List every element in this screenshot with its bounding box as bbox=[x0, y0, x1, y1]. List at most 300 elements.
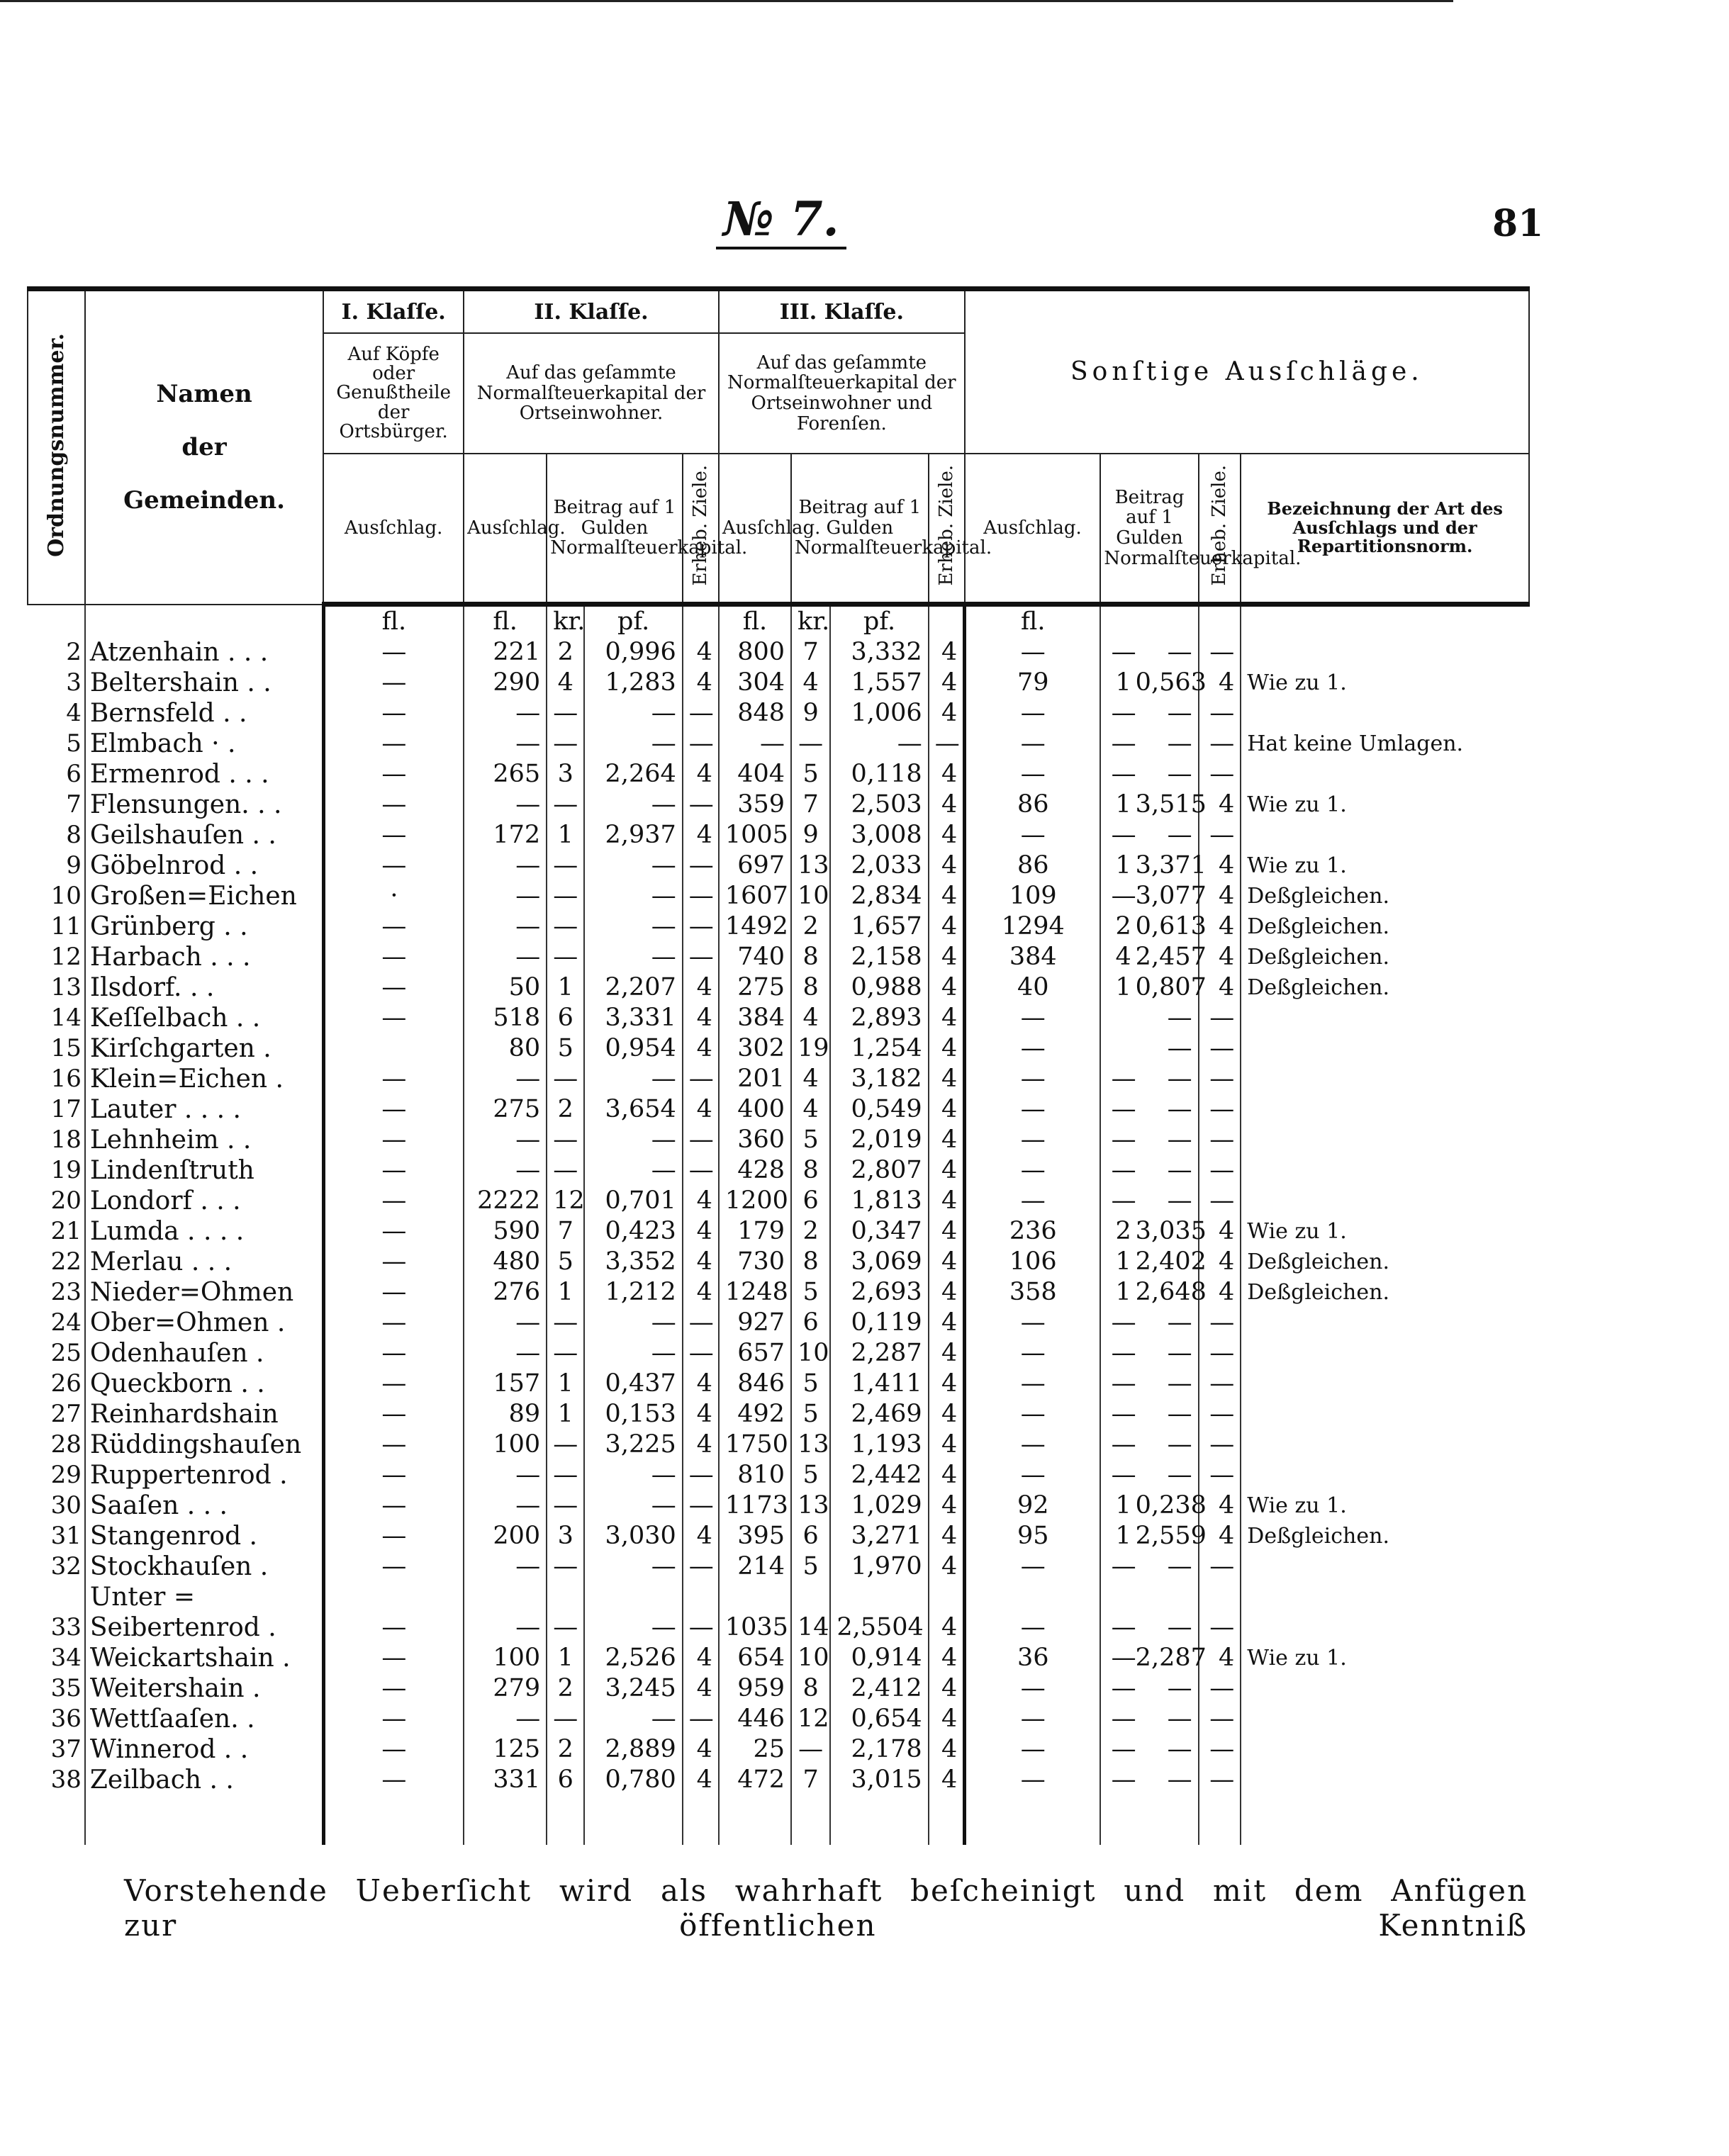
cell-note bbox=[1241, 1734, 1529, 1765]
cell-k1: — bbox=[323, 1551, 464, 1582]
cell-k2_pf: 0,701 bbox=[584, 1186, 682, 1216]
cell-k3_fl: 25 bbox=[719, 1734, 791, 1765]
cell-k3_fl: 740 bbox=[719, 942, 791, 972]
cell-k2_kr: 1 bbox=[547, 1643, 584, 1673]
header-k2-ausschlag: Ausſchlag. bbox=[464, 454, 547, 605]
cell-name: Flensungen. . . bbox=[85, 790, 323, 820]
cell-nr: 8 bbox=[28, 820, 85, 850]
cell-s_z: 4 bbox=[1199, 1490, 1241, 1521]
cell-k2_kr: — bbox=[547, 942, 584, 972]
cell-k2_pf: 2,526 bbox=[584, 1643, 682, 1673]
cell-s_kr: — bbox=[1111, 821, 1136, 849]
cell-k3_fl: 1607 bbox=[719, 881, 791, 911]
header-names-l1: Namen bbox=[156, 380, 252, 409]
cell-note: Deßgleichen. bbox=[1241, 1247, 1529, 1277]
cell-s_pf: — bbox=[1167, 1430, 1192, 1459]
cell-k3_fl: 492 bbox=[719, 1399, 791, 1430]
cell-s_kr_pf bbox=[1100, 1734, 1198, 1765]
cell-nr: 29 bbox=[28, 1460, 85, 1490]
cell-k3_fl: 1005 bbox=[719, 820, 791, 850]
cell-k2_z: — bbox=[683, 1460, 719, 1490]
cell-k2_fl: — bbox=[464, 1582, 547, 1643]
cell-k3_pf: 3,182 bbox=[830, 1064, 928, 1094]
cell-k2_pf: — bbox=[584, 1460, 682, 1490]
cell-k3_kr: 7 bbox=[791, 790, 830, 820]
cell-s_kr_pf bbox=[1100, 1551, 1198, 1582]
table-row bbox=[28, 637, 1529, 668]
cell-note bbox=[1241, 1369, 1529, 1399]
cell-s_pf: — bbox=[1167, 1339, 1192, 1367]
cell-k2_kr: 12 bbox=[547, 1186, 584, 1216]
cell-s_kr_pf bbox=[1100, 1064, 1198, 1094]
cell-k3_z: — bbox=[929, 729, 965, 759]
cell-k2_z: 4 bbox=[683, 1216, 719, 1247]
cell-k3_pf: 0,988 bbox=[830, 972, 928, 1003]
cell-k3_z: 4 bbox=[929, 1186, 965, 1216]
cell-s_pf: — bbox=[1167, 1065, 1192, 1093]
cell-s_kr: — bbox=[1111, 1308, 1136, 1337]
cell-k3_fl: 359 bbox=[719, 790, 791, 820]
cell-note bbox=[1241, 1765, 1529, 1795]
cell-k1: — bbox=[323, 759, 464, 790]
cell-s_pf: 2,457 bbox=[1135, 943, 1207, 971]
cell-k3_kr: 6 bbox=[791, 1521, 830, 1551]
cell-s_pf: — bbox=[1167, 1705, 1192, 1733]
cell-k3_kr: 5 bbox=[791, 1399, 830, 1430]
table-row bbox=[28, 790, 1529, 820]
cell-k1: — bbox=[323, 668, 464, 698]
cell-s_kr_pf bbox=[1100, 1003, 1198, 1033]
unit-pf: pf. bbox=[584, 605, 682, 638]
cell-k3_fl: 927 bbox=[719, 1308, 791, 1338]
table-row bbox=[28, 668, 1529, 698]
cell-k2_kr: — bbox=[547, 698, 584, 729]
cell-k3_kr: 2 bbox=[791, 911, 830, 942]
cell-s_kr_pf bbox=[1100, 1490, 1207, 1521]
header-s-ausschlag: Ausſchlag. bbox=[965, 454, 1101, 605]
cell-note bbox=[1241, 1125, 1529, 1155]
cell-k2_z: 4 bbox=[683, 1521, 719, 1551]
cell-nr: 25 bbox=[28, 1338, 85, 1369]
table-row bbox=[28, 729, 1529, 759]
cell-k2_kr: 6 bbox=[547, 1003, 584, 1033]
cell-k3_pf: 2,442 bbox=[830, 1460, 928, 1490]
cell-note bbox=[1241, 1704, 1529, 1734]
cell-name: Lumda . . . . bbox=[85, 1216, 323, 1247]
cell-s_kr_pf bbox=[1100, 881, 1207, 911]
cell-k2_pf: — bbox=[584, 911, 682, 942]
cell-k2_fl: — bbox=[464, 1155, 547, 1186]
cell-s_pf: 3,077 bbox=[1135, 882, 1207, 910]
cell-k1: — bbox=[323, 1673, 464, 1704]
cell-s_z: — bbox=[1199, 1460, 1241, 1490]
cell-k2_kr: 6 bbox=[547, 1765, 584, 1795]
cell-k1: — bbox=[323, 1765, 464, 1795]
cell-note bbox=[1241, 1460, 1529, 1490]
cell-nr: 10 bbox=[28, 881, 85, 911]
cell-nr: 38 bbox=[28, 1765, 85, 1795]
cell-k2_kr: 2 bbox=[547, 1734, 584, 1765]
cell-note bbox=[1241, 1033, 1529, 1064]
cell-k2_fl: 265 bbox=[464, 759, 547, 790]
cell-name: Ruppertenrod . bbox=[85, 1460, 323, 1490]
cell-k2_pf: 1,212 bbox=[584, 1277, 682, 1308]
cell-s_z: — bbox=[1199, 1155, 1241, 1186]
cell-k3_z: 4 bbox=[929, 1521, 965, 1551]
cell-s_fl: — bbox=[965, 820, 1101, 850]
cell-k2_fl: 279 bbox=[464, 1673, 547, 1704]
cell-k3_pf: 1,193 bbox=[830, 1430, 928, 1460]
cell-s_pf: — bbox=[1167, 1156, 1192, 1184]
cell-k2_kr: — bbox=[547, 850, 584, 881]
table-row bbox=[28, 1521, 1529, 1551]
cell-name: Lindenſtruth bbox=[85, 1155, 323, 1186]
cell-k3_fl: 846 bbox=[719, 1369, 791, 1399]
cell-k1: — bbox=[323, 911, 464, 942]
cell-s_kr_pf bbox=[1100, 1643, 1207, 1673]
cell-k2_z: — bbox=[683, 1125, 719, 1155]
cell-k3_pf: 3,069 bbox=[830, 1247, 928, 1277]
cell-k1: — bbox=[323, 1369, 464, 1399]
cell-k3_kr: 8 bbox=[791, 942, 830, 972]
cell-s_z: — bbox=[1199, 637, 1241, 668]
cell-k2_z: — bbox=[683, 1582, 719, 1643]
cell-k2_z: 4 bbox=[683, 972, 719, 1003]
cell-k2_fl: 100 bbox=[464, 1430, 547, 1460]
cell-k1: — bbox=[323, 1277, 464, 1308]
cell-nr: 28 bbox=[28, 1430, 85, 1460]
cell-note bbox=[1241, 637, 1529, 668]
cell-s_kr: — bbox=[1111, 1156, 1136, 1184]
cell-s_kr: 2 bbox=[1115, 912, 1131, 941]
cell-k3_z: 4 bbox=[929, 1582, 965, 1643]
cell-k3_kr: 6 bbox=[791, 1308, 830, 1338]
cell-s_z: — bbox=[1199, 1064, 1241, 1094]
cell-k3_kr: 5 bbox=[791, 759, 830, 790]
cell-note bbox=[1241, 1155, 1529, 1186]
cell-k1: — bbox=[323, 1003, 464, 1033]
cell-nr: 36 bbox=[28, 1704, 85, 1734]
cell-k3_pf: 1,657 bbox=[830, 911, 928, 942]
cell-s_kr_pf bbox=[1100, 1399, 1198, 1430]
cell-k2_z: 4 bbox=[683, 1186, 719, 1216]
cell-k1: — bbox=[323, 820, 464, 850]
table-row bbox=[28, 942, 1529, 972]
cell-name: Winnerod . . bbox=[85, 1734, 323, 1765]
cell-s_kr_pf bbox=[1100, 1582, 1198, 1643]
cell-s_z: 4 bbox=[1199, 1247, 1241, 1277]
cell-k2_kr: — bbox=[547, 729, 584, 759]
cell-k1: — bbox=[323, 637, 464, 668]
cell-k2_z: 4 bbox=[683, 1003, 719, 1033]
cell-s_pf: — bbox=[1167, 1095, 1192, 1123]
header-k3-ausschlag: Ausſchlag. bbox=[719, 454, 791, 605]
table-row bbox=[28, 1003, 1529, 1033]
cell-nr: 4 bbox=[28, 698, 85, 729]
cell-k3_z: 4 bbox=[929, 911, 965, 942]
cell-k2_pf: — bbox=[584, 1338, 682, 1369]
cell-k2_fl: 89 bbox=[464, 1399, 547, 1430]
cell-k3_kr: 4 bbox=[791, 1094, 830, 1125]
cell-s_fl: — bbox=[965, 1734, 1101, 1765]
cell-s_pf: 0,613 bbox=[1135, 912, 1207, 941]
cell-k3_pf: 1,006 bbox=[830, 698, 928, 729]
cell-s_kr_pf bbox=[1100, 820, 1198, 850]
cell-k3_kr: — bbox=[791, 729, 830, 759]
cell-s_kr_pf bbox=[1100, 911, 1207, 942]
cell-s_fl: 236 bbox=[965, 1216, 1101, 1247]
cell-k3_pf: 2,158 bbox=[830, 942, 928, 972]
cell-k2_pf: — bbox=[584, 1155, 682, 1186]
cell-k2_pf: 3,245 bbox=[584, 1673, 682, 1704]
cell-s_z: — bbox=[1199, 1704, 1241, 1734]
cell-k3_fl: 800 bbox=[719, 637, 791, 668]
cell-k2_fl: — bbox=[464, 790, 547, 820]
cell-k3_pf: 2,469 bbox=[830, 1399, 928, 1430]
cell-s_kr: 1 bbox=[1115, 668, 1131, 697]
cell-k3_pf: 3,332 bbox=[830, 637, 928, 668]
cell-s_kr: 1 bbox=[1115, 790, 1131, 819]
cell-k3_kr: 10 bbox=[791, 881, 830, 911]
cell-k1: — bbox=[323, 1430, 464, 1460]
cell-s_fl: 109 bbox=[965, 881, 1101, 911]
table-wrap bbox=[27, 286, 1537, 1845]
unit-fl: fl. bbox=[323, 605, 464, 638]
cell-k2_fl: 50 bbox=[464, 972, 547, 1003]
cell-k3_pf: 1,254 bbox=[830, 1033, 928, 1064]
cell-s_pf: — bbox=[1167, 1369, 1192, 1398]
cell-note bbox=[1241, 1308, 1529, 1338]
cell-k2_pf: — bbox=[584, 1551, 682, 1582]
cell-k2_z: — bbox=[683, 1704, 719, 1734]
cell-k3_pf: 0,119 bbox=[830, 1308, 928, 1338]
cell-k2_z: 4 bbox=[683, 1033, 719, 1064]
cell-k2_fl: — bbox=[464, 1490, 547, 1521]
cell-k2_fl: — bbox=[464, 1551, 547, 1582]
cell-k2_kr: — bbox=[547, 790, 584, 820]
cell-note: Hat keine Umlagen. bbox=[1241, 729, 1529, 759]
table-row bbox=[28, 881, 1529, 911]
cell-k1: — bbox=[323, 698, 464, 729]
cell-k1 bbox=[323, 1033, 464, 1064]
cell-s_fl: — bbox=[965, 1338, 1101, 1369]
cell-k2_pf: — bbox=[584, 1704, 682, 1734]
cell-s_z: 4 bbox=[1199, 942, 1241, 972]
cell-k3_pf: 2,893 bbox=[830, 1003, 928, 1033]
cell-s_z: — bbox=[1199, 1673, 1241, 1704]
cell-k3_fl: 360 bbox=[719, 1125, 791, 1155]
cell-k3_z: 4 bbox=[929, 1155, 965, 1186]
header-s-beitrag: Beitrag auf 1 Gulden Normalſteuerkapital. bbox=[1100, 454, 1198, 605]
cell-k3_kr: 2 bbox=[791, 1216, 830, 1247]
cell-k2_fl: 331 bbox=[464, 1765, 547, 1795]
cell-name: Merlau . . . bbox=[85, 1247, 323, 1277]
cell-s_fl: — bbox=[965, 1003, 1101, 1033]
cell-k1: — bbox=[323, 1734, 464, 1765]
cell-s_pf: — bbox=[1167, 760, 1192, 788]
cell-k2_kr: — bbox=[547, 1125, 584, 1155]
cell-k3_z: 4 bbox=[929, 1673, 965, 1704]
cell-k3_pf: 3,015 bbox=[830, 1765, 928, 1795]
cell-s_kr_pf bbox=[1100, 759, 1198, 790]
cell-k3_pf: 2,5504 bbox=[830, 1582, 928, 1643]
cell-k3_fl: 384 bbox=[719, 1003, 791, 1033]
cell-s_fl: — bbox=[965, 729, 1101, 759]
cell-k2_fl: — bbox=[464, 729, 547, 759]
cell-s_kr_pf bbox=[1100, 1247, 1207, 1277]
cell-note bbox=[1241, 1186, 1529, 1216]
cell-nr: 23 bbox=[28, 1277, 85, 1308]
cell-s_pf: 2,648 bbox=[1135, 1278, 1207, 1306]
cell-k1: · bbox=[323, 881, 464, 911]
cell-s_kr_pf bbox=[1100, 1094, 1198, 1125]
cell-k2_fl: — bbox=[464, 1338, 547, 1369]
cell-s_z: — bbox=[1199, 759, 1241, 790]
cell-s_pf: — bbox=[1167, 1552, 1192, 1580]
header-klasse-1: I. Klaſſe. bbox=[323, 289, 464, 334]
cell-k2_pf: — bbox=[584, 729, 682, 759]
cell-s_z: — bbox=[1199, 1003, 1241, 1033]
cell-k2_z: — bbox=[683, 1064, 719, 1094]
cell-nr: 31 bbox=[28, 1521, 85, 1551]
cell-k3_z: 4 bbox=[929, 1338, 965, 1369]
cell-s_z: 4 bbox=[1199, 850, 1241, 881]
cell-s_z: 4 bbox=[1199, 1216, 1241, 1247]
cell-k3_kr: 5 bbox=[791, 1551, 830, 1582]
cell-k2_fl: 480 bbox=[464, 1247, 547, 1277]
cell-k2_kr: 1 bbox=[547, 1399, 584, 1430]
cell-k3_kr: 5 bbox=[791, 1460, 830, 1490]
cell-s_pf: — bbox=[1167, 729, 1192, 758]
cell-k2_pf: 0,437 bbox=[584, 1369, 682, 1399]
cell-s_kr_pf bbox=[1100, 729, 1198, 759]
cell-k2_kr: 7 bbox=[547, 1216, 584, 1247]
cell-k2_kr: 5 bbox=[547, 1033, 584, 1064]
cell-k2_kr: 2 bbox=[547, 637, 584, 668]
cell-note: Wie zu 1. bbox=[1241, 1490, 1529, 1521]
cell-s_kr: — bbox=[1111, 882, 1136, 910]
cell-s_fl: — bbox=[965, 1155, 1101, 1186]
table-row bbox=[28, 1125, 1529, 1155]
cell-k3_fl: 1173 bbox=[719, 1490, 791, 1521]
cell-s_kr: — bbox=[1111, 1735, 1136, 1763]
cell-s_pf: — bbox=[1167, 1674, 1192, 1702]
cell-k2_kr: 3 bbox=[547, 1521, 584, 1551]
cell-k2_kr: — bbox=[547, 1430, 584, 1460]
cell-k2_fl: — bbox=[464, 942, 547, 972]
table-row bbox=[28, 1765, 1529, 1795]
cell-s_z: — bbox=[1199, 1033, 1241, 1064]
cell-k3_fl: 848 bbox=[719, 698, 791, 729]
cell-k1: — bbox=[323, 1125, 464, 1155]
header-sonstige: Sonſtige Ausſchläge. bbox=[965, 289, 1529, 454]
cell-note bbox=[1241, 1399, 1529, 1430]
cell-k2_kr: — bbox=[547, 911, 584, 942]
cell-s_fl: — bbox=[965, 759, 1101, 790]
cell-s_kr: — bbox=[1111, 1125, 1136, 1154]
cell-name: Göbelnrod . . bbox=[85, 850, 323, 881]
table-row bbox=[28, 1094, 1529, 1125]
cell-k3_fl: 428 bbox=[719, 1155, 791, 1186]
cell-k2_z: 4 bbox=[683, 637, 719, 668]
cell-k3_pf: 3,008 bbox=[830, 820, 928, 850]
cell-note: Wie zu 1. bbox=[1241, 1216, 1529, 1247]
cell-k2_pf: 0,423 bbox=[584, 1216, 682, 1247]
cell-s_kr_pf bbox=[1100, 1277, 1207, 1308]
top-rule bbox=[0, 0, 1453, 2]
cell-k2_pf: — bbox=[584, 790, 682, 820]
cell-k2_kr: 4 bbox=[547, 668, 584, 698]
cell-s_pf: — bbox=[1167, 1308, 1192, 1337]
cell-k2_z: 4 bbox=[683, 759, 719, 790]
cell-s_fl: — bbox=[965, 637, 1101, 668]
cell-k3_pf: 1,029 bbox=[830, 1490, 928, 1521]
cell-k3_fl: 657 bbox=[719, 1338, 791, 1369]
cell-s_z: — bbox=[1199, 1734, 1241, 1765]
cell-name: Ermenrod . . . bbox=[85, 759, 323, 790]
cell-s_kr: — bbox=[1111, 1705, 1136, 1733]
cell-name: Grünberg . . bbox=[85, 911, 323, 942]
cell-nr: 33 bbox=[28, 1582, 85, 1643]
cell-s_fl: — bbox=[965, 1308, 1101, 1338]
cell-name: Ober=Ohmen . bbox=[85, 1308, 323, 1338]
header-klasse-3-desc: Auf das geſammte Normalſteuerkapital der Ortseinwohner und Forenſen. bbox=[719, 333, 965, 454]
cell-k2_fl: 80 bbox=[464, 1033, 547, 1064]
cell-k1: — bbox=[323, 1094, 464, 1125]
unit-fl: fl. bbox=[965, 605, 1101, 638]
cell-name: Queckborn . . bbox=[85, 1369, 323, 1399]
cell-k3_kr: 14 bbox=[791, 1582, 830, 1643]
cell-k3_z: 4 bbox=[929, 1064, 965, 1094]
cell-name: Odenhauſen . bbox=[85, 1338, 323, 1369]
unit-kr: kr. bbox=[547, 605, 584, 638]
table-row bbox=[28, 1734, 1529, 1765]
cell-k3_kr: 8 bbox=[791, 1673, 830, 1704]
table-row bbox=[28, 1430, 1529, 1460]
cell-k3_z: 4 bbox=[929, 698, 965, 729]
cell-k3_kr: 5 bbox=[791, 1277, 830, 1308]
cell-s_z: — bbox=[1199, 698, 1241, 729]
cell-k3_kr: 9 bbox=[791, 820, 830, 850]
cell-s_kr_pf bbox=[1100, 1369, 1198, 1399]
cell-k2_pf: 3,030 bbox=[584, 1521, 682, 1551]
cell-s_pf: 0,807 bbox=[1135, 973, 1207, 1001]
cell-s_z: — bbox=[1199, 1186, 1241, 1216]
cell-k3_kr: 10 bbox=[791, 1338, 830, 1369]
cell-s_z: 4 bbox=[1199, 1643, 1241, 1673]
cell-k2_fl: 221 bbox=[464, 637, 547, 668]
cell-nr: 14 bbox=[28, 1003, 85, 1033]
cell-k3_kr: — bbox=[791, 1734, 830, 1765]
cell-s_kr: 2 bbox=[1115, 1217, 1131, 1245]
cell-k2_z: 4 bbox=[683, 1369, 719, 1399]
cell-s_kr: — bbox=[1111, 1369, 1136, 1398]
cell-nr: 16 bbox=[28, 1064, 85, 1094]
cell-s_kr_pf bbox=[1100, 1186, 1198, 1216]
cell-s_fl: — bbox=[965, 1125, 1101, 1155]
cell-name: Stangenrod . bbox=[85, 1521, 323, 1551]
cell-nr: 19 bbox=[28, 1155, 85, 1186]
cell-s_pf: 2,402 bbox=[1135, 1247, 1207, 1276]
cell-k3_z: 4 bbox=[929, 850, 965, 881]
cell-name: Weitershain . bbox=[85, 1673, 323, 1704]
cell-s_fl: — bbox=[965, 1460, 1101, 1490]
cell-s_kr: — bbox=[1111, 638, 1136, 666]
table-row bbox=[28, 1369, 1529, 1399]
cell-s_kr: 1 bbox=[1115, 973, 1131, 1001]
cell-s_z: — bbox=[1199, 1094, 1241, 1125]
cell-s_pf: — bbox=[1167, 1400, 1192, 1428]
